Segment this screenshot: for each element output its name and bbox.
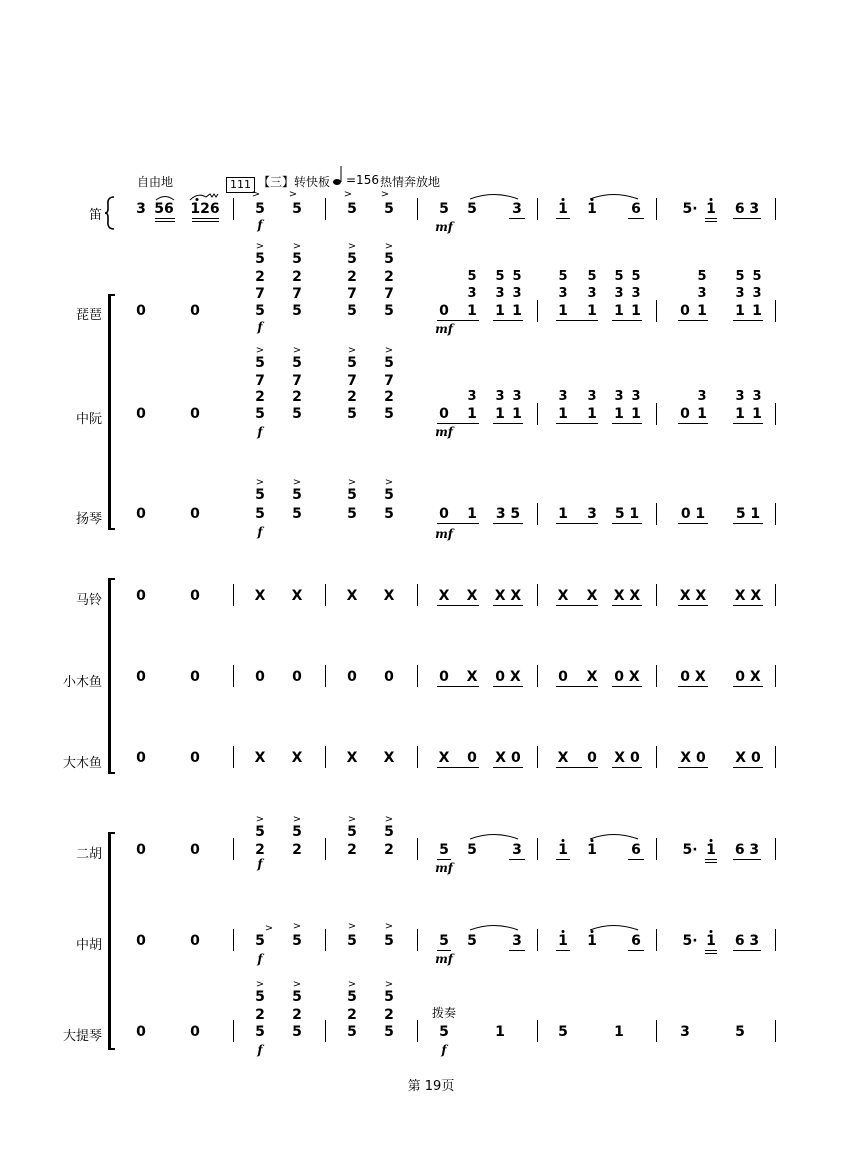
expression-marking: 热情奔放地: [380, 175, 441, 189]
section-title: 【三】转快板: [258, 175, 331, 189]
instrument-label-small-muyu: 小木鱼: [62, 675, 102, 690]
dynamic-f-zhongruan: f: [257, 425, 263, 439]
dynamic-mf-yangqin: mf: [435, 527, 453, 541]
instrument-label-dizi: 笛: [88, 208, 102, 223]
instrument-label-maling: 马铃: [75, 593, 102, 608]
instrument-label-large-muyu: 大木鱼: [62, 756, 102, 771]
dynamic-f: f: [257, 218, 263, 232]
quarter-note-icon: [332, 165, 346, 187]
tempo-marking: =156: [346, 173, 379, 187]
brace-plucked: [104, 294, 116, 530]
free-tempo-marking: 自由地: [137, 175, 174, 189]
dynamic-f-erhu: f: [257, 857, 263, 871]
dynamic-f-pipa: f: [257, 320, 263, 334]
brace-dizi: [104, 196, 116, 230]
pizz-marking: 拨奏: [432, 1006, 457, 1020]
dynamic-f-yangqin: f: [257, 525, 263, 539]
instrument-label-zhonghu: 中胡: [75, 938, 102, 953]
dynamic-mf-zhongruan: mf: [435, 425, 453, 439]
dynamic-mf: mf: [435, 220, 453, 234]
dynamic-mf-pipa: mf: [435, 322, 453, 336]
dynamic-mf-erhu: mf: [435, 861, 453, 875]
instrument-label-yangqin: 扬琴: [75, 512, 102, 527]
dynamic-f-cello: f: [257, 1043, 263, 1057]
instrument-label-pipa: 琵琶: [75, 308, 102, 323]
page-number: 第 19页: [407, 1079, 455, 1094]
instrument-label-cello: 大提琴: [62, 1029, 102, 1044]
dynamic-f-zhonghu: f: [257, 952, 263, 966]
dynamic-f-cello-pizz: f: [441, 1043, 447, 1057]
instrument-label-erhu: 二胡: [75, 847, 102, 862]
instrument-label-zhongruan: 中阮: [75, 412, 102, 427]
brace-bowed: [104, 832, 116, 1050]
brace-percussion: [104, 578, 116, 774]
dynamic-mf-zhonghu: mf: [435, 952, 453, 966]
rehearsal-mark: 111: [226, 177, 255, 193]
